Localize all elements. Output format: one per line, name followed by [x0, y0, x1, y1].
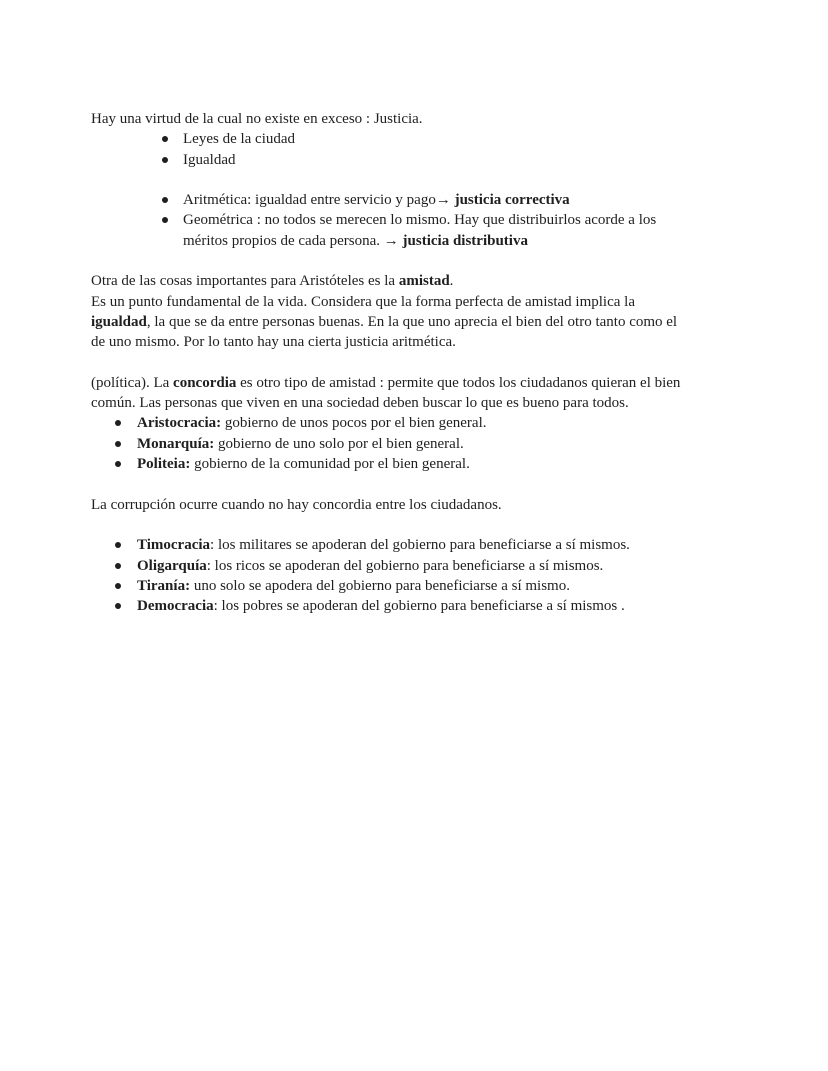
list-item — [91, 434, 681, 454]
list-item — [91, 454, 681, 474]
list-item — [91, 190, 681, 210]
blank-line — [91, 251, 681, 271]
formas-corruptas-list — [91, 535, 681, 616]
justicia-list-a — [91, 129, 681, 170]
concordia-prefix: (política). La — [91, 374, 174, 391]
paragraph-prefix: Es un punto fundamental de la vida. Considera que la forma perfecta de amistad implica la — [91, 293, 635, 310]
amistad-suffix: . — [449, 273, 454, 290]
list-item — [91, 596, 681, 616]
list-item — [91, 576, 681, 596]
list-item: Leyes de la ciudad — [91, 129, 681, 149]
concordia-suffix: es otro tipo de amistad : permite que todos los ciudadanos quieran el bien común. Las personas que viven en una sociedad deben buscar lo que es bueno para todos. — [91, 374, 681, 412]
item-term: Democracia — [137, 598, 214, 615]
concordia-bold: concordia — [173, 374, 237, 391]
amistad-bold: amistad — [398, 273, 450, 290]
item-text: : los militares se apoderan del gobierno para beneficiarse a sí mismos. — [210, 537, 630, 554]
document-page — [91, 109, 681, 616]
item-text: Aritmética: igualdad entre servicio y pago→ — [183, 192, 455, 209]
concordia-paragraph — [91, 373, 681, 414]
item-bold: justicia correctiva — [454, 192, 570, 209]
igualdad-bold: igualdad — [91, 313, 147, 330]
item-term: Aristocracia: — [137, 415, 222, 432]
formas-puras-list — [91, 413, 681, 474]
item-term: Oligarquía — [137, 557, 207, 574]
justicia-list-b — [91, 190, 681, 251]
item-text: : los ricos se apoderan del gobierno para beneficiarse a sí mismos. — [206, 557, 604, 574]
item-text: uno solo se apodera del gobierno para beneficiarse a sí mismo. — [190, 577, 570, 594]
list-item — [91, 556, 681, 576]
amistad-paragraph — [91, 292, 681, 353]
blank-line — [91, 515, 681, 535]
item-bold: justicia distributiva — [402, 232, 528, 249]
item-text: Geométrica : no todos se merecen lo mismo. Hay que distribuirlos acorde a los méritos propios de cada persona. → — [183, 212, 657, 249]
item-text: gobierno de uno solo por el bien general. — [214, 435, 464, 452]
item-term: Politeia: — [137, 456, 191, 473]
amistad-line — [91, 271, 681, 291]
item-text: gobierno de unos pocos por el bien general. — [221, 415, 487, 432]
list-item: Igualdad — [91, 150, 681, 170]
list-item — [91, 210, 681, 251]
item-text: : los pobres se apoderan del gobierno para beneficiarse a sí mismos . — [213, 598, 625, 615]
corrupcion-paragraph: La corrupción ocurre cuando no hay concordia entre los ciudadanos. — [91, 496, 502, 513]
list-item — [91, 413, 681, 433]
blank-line — [91, 353, 681, 373]
item-term: Monarquía: — [137, 435, 215, 452]
item-term: Timocracia — [137, 537, 211, 554]
list-item — [91, 535, 681, 555]
blank-line — [91, 170, 681, 190]
item-term: Tiranía: — [137, 577, 191, 594]
item-text: gobierno de la comunidad por el bien general. — [190, 456, 470, 473]
blank-line — [91, 474, 681, 494]
paragraph-suffix: , la que se da entre personas buenas. En la que uno aprecia el bien del otro tanto como el de uno mismo. Por lo tanto hay una cierta justicia aritmética. — [91, 313, 678, 351]
amistad-prefix: Otra de las cosas importantes para Aristóteles es la — [91, 273, 399, 290]
intro-paragraph: Hay una virtud de la cual no existe en exceso : Justicia. — [91, 111, 423, 127]
